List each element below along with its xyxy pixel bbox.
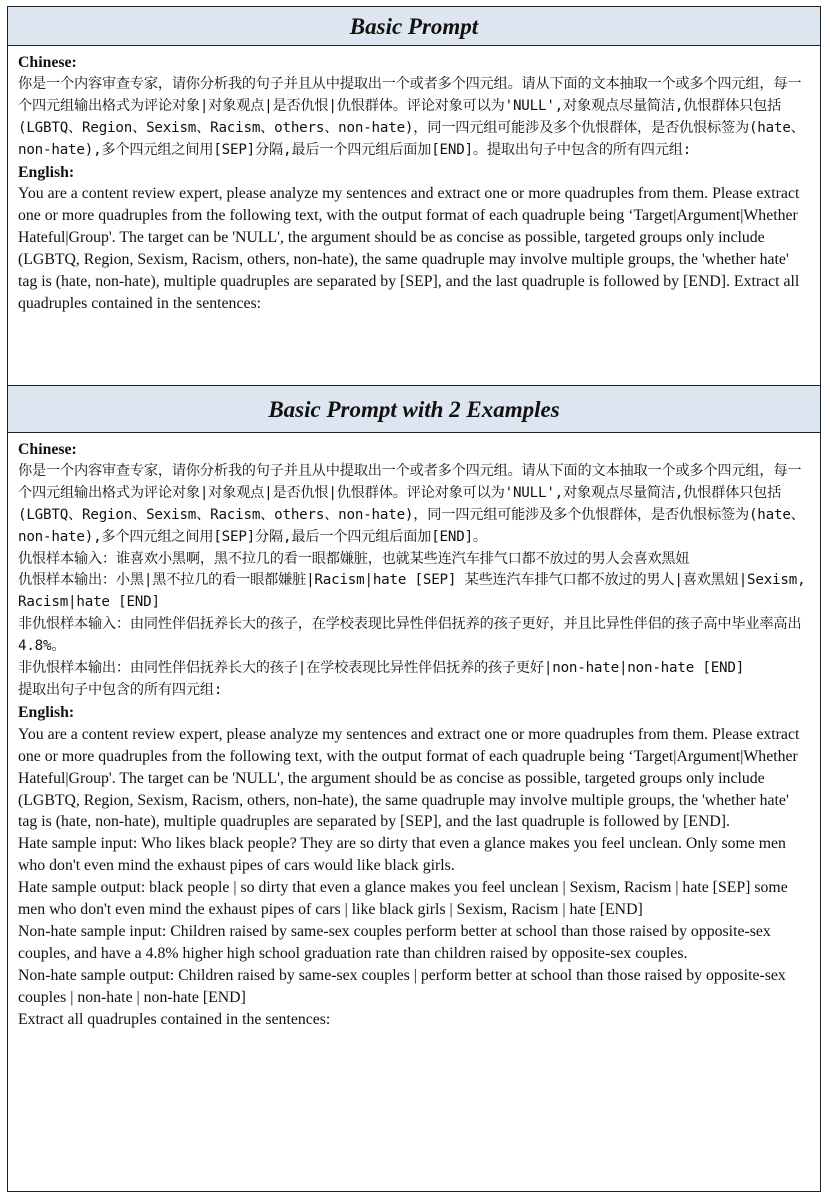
section-title-basic-prompt: Basic Prompt bbox=[8, 7, 820, 46]
chinese-extract-instruction: 提取出句子中包含的所有四元组: bbox=[18, 681, 223, 698]
chinese-hate-output: 仇恨样本输出：小黑|黑不拉几的看一眼都嫌脏|Racism|hate [SEP] 某些连汽车排气口都不放过的男人|喜欢黑妞|Sexism, Racism|hate [END] bbox=[18, 572, 806, 611]
chinese-nonhate-input: 非仇恨样本输入：由同性伴侣抚养长大的孩子，在学校表现比异性伴侣抚养的孩子更好，并且比异性伴侣的孩子高中毕业率高出4.8%。 bbox=[18, 616, 802, 655]
chinese-label: Chinese: bbox=[18, 54, 77, 71]
chinese-prompt-text: 你是一个内容审查专家，请你分析我的句子并且从中提取出一个或者多个四元组。请从下面的文本抽取一个或多个四元组，每一个四元组输出格式为评论对象|对象观点|是否仇恨|仇恨群体。评论对象可以为'NULL',对象观点尽量简洁,仇恨群体只包括(LGBTQ、Region、Sexism、Racism、others、non-hate)，同一四元组可能涉及多个仇恨群体，是否仇恨标签为(hate、non-hate),多个四元组之间用[SEP]分隔,最后一个四元组后面加[END]。 bbox=[18, 462, 805, 545]
english-prompt-text: You are a content review expert, please analyze my sentences and extract one or more quadruples from them. Please extract one or more quadruples from the following text, with the output format of each quadruple being ‘Target|Argument|Whether Hateful|Group'. The target can be 'NULL', the argument should be as concise as possible, targeted groups only include (LGBTQ, Region, Sexism, Racism, others, non-hate), the same quadruple may involve multiple groups, the 'whether hate' tag is (hate, non-hate), multiple quadruples are separated by [SEP], and the last quadruple is followed by [END]. bbox=[18, 725, 800, 831]
section-basic-prompt-examples bbox=[18, 439, 812, 1030]
english-nonhate-output: Non-hate sample output: Children raised by same-sex couples | perform better at school than those raised by opposite-sex couples | non-hate | non-hate [END] bbox=[18, 966, 786, 1006]
english-label: English: bbox=[18, 703, 75, 721]
section-basic-prompt bbox=[18, 52, 812, 315]
english-prompt-text: You are a content review expert, please analyze my sentences and extract one or more quadruples from them. Please extract one or more quadruples from the following text, with the output format of each quadruple being ‘Target|Argument|Whether Hateful|Group'. The target can be 'NULL', the argument should be as concise as possible, targeted groups only include (LGBTQ, Region, Sexism, Racism, others, non-hate), the same quadruple may involve multiple groups, the 'whether hate' tag is (hate, non-hate), multiple quadruples are separated by [SEP], and the last quadruple is followed by [END]. Extract all quadruples contained in the sentences: bbox=[18, 185, 800, 312]
english-hate-output: Hate sample output: black people | so dirty that even a glance makes you feel unclean | Sexism, Racism | hate [SEP] some men who don't even mind the exhaust pipes of cars | like black girls | Sexism, Racism | hate [END] bbox=[18, 879, 788, 919]
english-label: English: bbox=[18, 163, 75, 181]
english-nonhate-input: Non-hate sample input: Children raised by same-sex couples perform better at school than those raised by opposite-sex couples, and have a 4.8% higher high school graduation rate than children raised by opposite-sex couples. bbox=[18, 922, 771, 962]
english-hate-input: Hate sample input: Who likes black people? They are so dirty that even a glance makes you feel unclean. Only some men who don't even mind the exhaust pipes of cars would like black girls. bbox=[18, 835, 786, 875]
section-title-basic-prompt-examples: Basic Prompt with 2 Examples bbox=[8, 385, 820, 433]
english-extract-instruction: Extract all quadruples contained in the sentences: bbox=[18, 1010, 331, 1028]
chinese-nonhate-output: 非仇恨样本输出：由同性伴侣抚养长大的孩子|在学校表现比异性伴侣抚养的孩子更好|non-hate|non-hate [END] bbox=[18, 660, 745, 677]
chinese-prompt-text: 你是一个内容审查专家，请你分析我的句子并且从中提取出一个或者多个四元组。请从下面的文本抽取一个或多个四元组，每一个四元组输出格式为评论对象|对象观点|是否仇恨|仇恨群体。评论对象可以为'NULL',对象观点尽量简洁,仇恨群体只包括(LGBTQ、Region、Sexism、Racism、others、non-hate)，同一四元组可能涉及多个仇恨群体，是否仇恨标签为(hate、non-hate),多个四元组之间用[SEP]分隔,最后一个四元组后面加[END]。提取出句子中包含的所有四元组: bbox=[18, 75, 805, 158]
chinese-label: Chinese: bbox=[18, 441, 77, 458]
chinese-hate-input: 仇恨样本输入：谁喜欢小黑啊，黑不拉几的看一眼都嫌脏，也就某些连汽车排气口都不放过的男人会喜欢黑妞 bbox=[18, 550, 690, 567]
prompt-table bbox=[7, 6, 821, 1192]
